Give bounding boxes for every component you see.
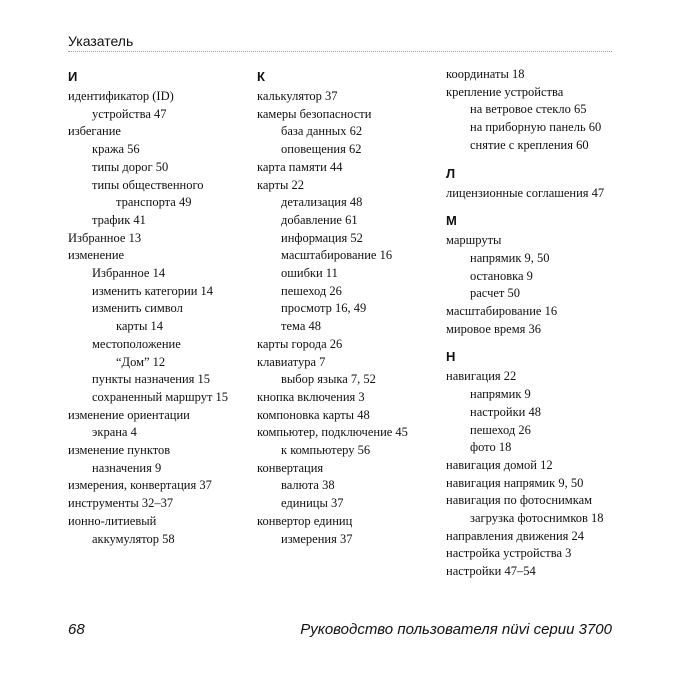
index-subentry: типы дорог 50 <box>92 159 169 174</box>
index-subentry: напрямик 9, 50 <box>470 250 550 265</box>
index-entry: настройка устройства 3 <box>446 546 572 561</box>
index-column-3 <box>446 66 631 581</box>
index-column-1 <box>68 66 253 548</box>
index-subentry: аккумулятор 58 <box>92 531 175 546</box>
index-column-2 <box>257 66 442 548</box>
index-subentry: детализация 48 <box>281 195 363 210</box>
index-entry: направления движения 24 <box>446 528 585 543</box>
section-letter: Н <box>446 349 456 365</box>
index-subentry: к компьютеру 56 <box>281 443 371 458</box>
index-entry: маршруты <box>446 233 502 248</box>
index-entry: инструменты 32–37 <box>68 496 174 511</box>
index-entry: навигация напрямик 9, 50 <box>446 475 584 490</box>
index-entry: Избранное 13 <box>68 230 142 245</box>
index-subentry: трафик 41 <box>92 212 146 227</box>
index-entry: избегание <box>68 124 121 139</box>
index-entry: настройки 47–54 <box>446 564 536 579</box>
index-subentry: пункты назначения 15 <box>92 372 211 387</box>
index-subentry: единицы 37 <box>281 496 344 511</box>
index-subentry: карты 14 <box>116 319 164 334</box>
index-subentry: “Дом” 12 <box>116 354 166 369</box>
index-entry: карты 22 <box>257 177 305 192</box>
index-entry: изменение пунктов <box>68 443 171 458</box>
index-subentry: валюта 38 <box>281 478 335 493</box>
index-entry: кнопка включения 3 <box>257 389 365 404</box>
index-subentry: масштабирование 16 <box>281 248 393 263</box>
section-letter: М <box>446 213 457 229</box>
header-divider <box>68 51 612 52</box>
index-subentry: остановка 9 <box>470 268 533 283</box>
index-entry: изменение <box>68 248 125 263</box>
index-entry: лицензионные соглашения 47 <box>446 185 605 200</box>
index-subentry: пешеход 26 <box>281 283 342 298</box>
index-subentry: снятие с крепления 60 <box>470 137 589 152</box>
index-entry: компьютер, подключение 45 <box>257 425 408 440</box>
index-entry: карта памяти 44 <box>257 159 343 174</box>
index-subentry: напрямик 9 <box>470 387 531 402</box>
index-entry: навигация по фотоснимкам <box>446 493 593 508</box>
index-subentry: расчет 50 <box>470 286 521 301</box>
page-header-title: Указатель <box>68 33 134 49</box>
manual-title: Руководство пользователя nüvi серии 3700 <box>300 621 612 638</box>
index-entry: масштабирование 16 <box>446 304 558 319</box>
index-entry: карты города 26 <box>257 336 343 351</box>
index-subentry: база данных 62 <box>281 124 363 139</box>
index-entry: навигация 22 <box>446 369 517 384</box>
index-subentry: на приборную панель 60 <box>470 120 602 135</box>
index-subentry: пешеход 26 <box>470 422 531 437</box>
index-subentry: кража 56 <box>92 142 140 157</box>
index-subentry: загрузка фотоснимков 18 <box>470 511 604 526</box>
index-subentry: устройства 47 <box>92 106 167 121</box>
index-subentry: фото 18 <box>470 440 512 455</box>
index-subentry: информация 52 <box>281 230 363 245</box>
index-subentry: Избранное 14 <box>92 266 166 281</box>
page-number: 68 <box>68 621 85 638</box>
index-subentry: типы общественного <box>92 177 204 192</box>
index-subentry: изменить символ <box>92 301 183 316</box>
index-entry: изменение ориентации <box>68 407 190 422</box>
index-entry: камеры безопасности <box>257 106 372 121</box>
index-subentry: выбор языка 7, 52 <box>281 372 376 387</box>
index-subentry: настройки 48 <box>470 404 541 419</box>
index-subentry: экрана 4 <box>92 425 137 440</box>
index-subentry: оповещения 62 <box>281 142 362 157</box>
index-entry: конвертация <box>257 460 324 475</box>
index-entry: идентификатор (ID) <box>68 89 174 103</box>
index-subentry: сохраненный маршрут 15 <box>92 389 229 404</box>
index-entry: конвертор единиц <box>257 513 353 528</box>
index-entry: ионно-литиевый <box>68 513 157 528</box>
index-subentry: транспорта 49 <box>116 195 192 210</box>
index-subentry: ошибки 11 <box>281 266 338 281</box>
index-subentry: измерения 37 <box>281 531 353 546</box>
section-letter: Л <box>446 165 456 181</box>
index-entry: клавиатура 7 <box>257 354 326 369</box>
section-letter: И <box>68 69 78 84</box>
index-subentry: просмотр 16, 49 <box>281 301 367 316</box>
index-subentry: тема 48 <box>281 319 322 334</box>
index-entry: измерения, конвертация 37 <box>68 478 212 493</box>
index-subentry: местоположение <box>92 336 181 351</box>
index-entry: крепление устройства <box>446 84 564 99</box>
index-entry: мировое время 36 <box>446 321 541 336</box>
index-subentry: на ветровое стекло 65 <box>470 102 587 117</box>
section-letter: К <box>257 69 265 84</box>
index-entry: навигация домой 12 <box>446 457 553 472</box>
index-subentry: добавление 61 <box>281 212 358 227</box>
index-entry: координаты 18 <box>446 67 525 81</box>
index-entry: компоновка карты 48 <box>257 407 370 422</box>
index-subentry: изменить категории 14 <box>92 283 214 298</box>
index-subentry: назначения 9 <box>92 460 162 475</box>
index-entry: калькулятор 37 <box>257 89 338 103</box>
